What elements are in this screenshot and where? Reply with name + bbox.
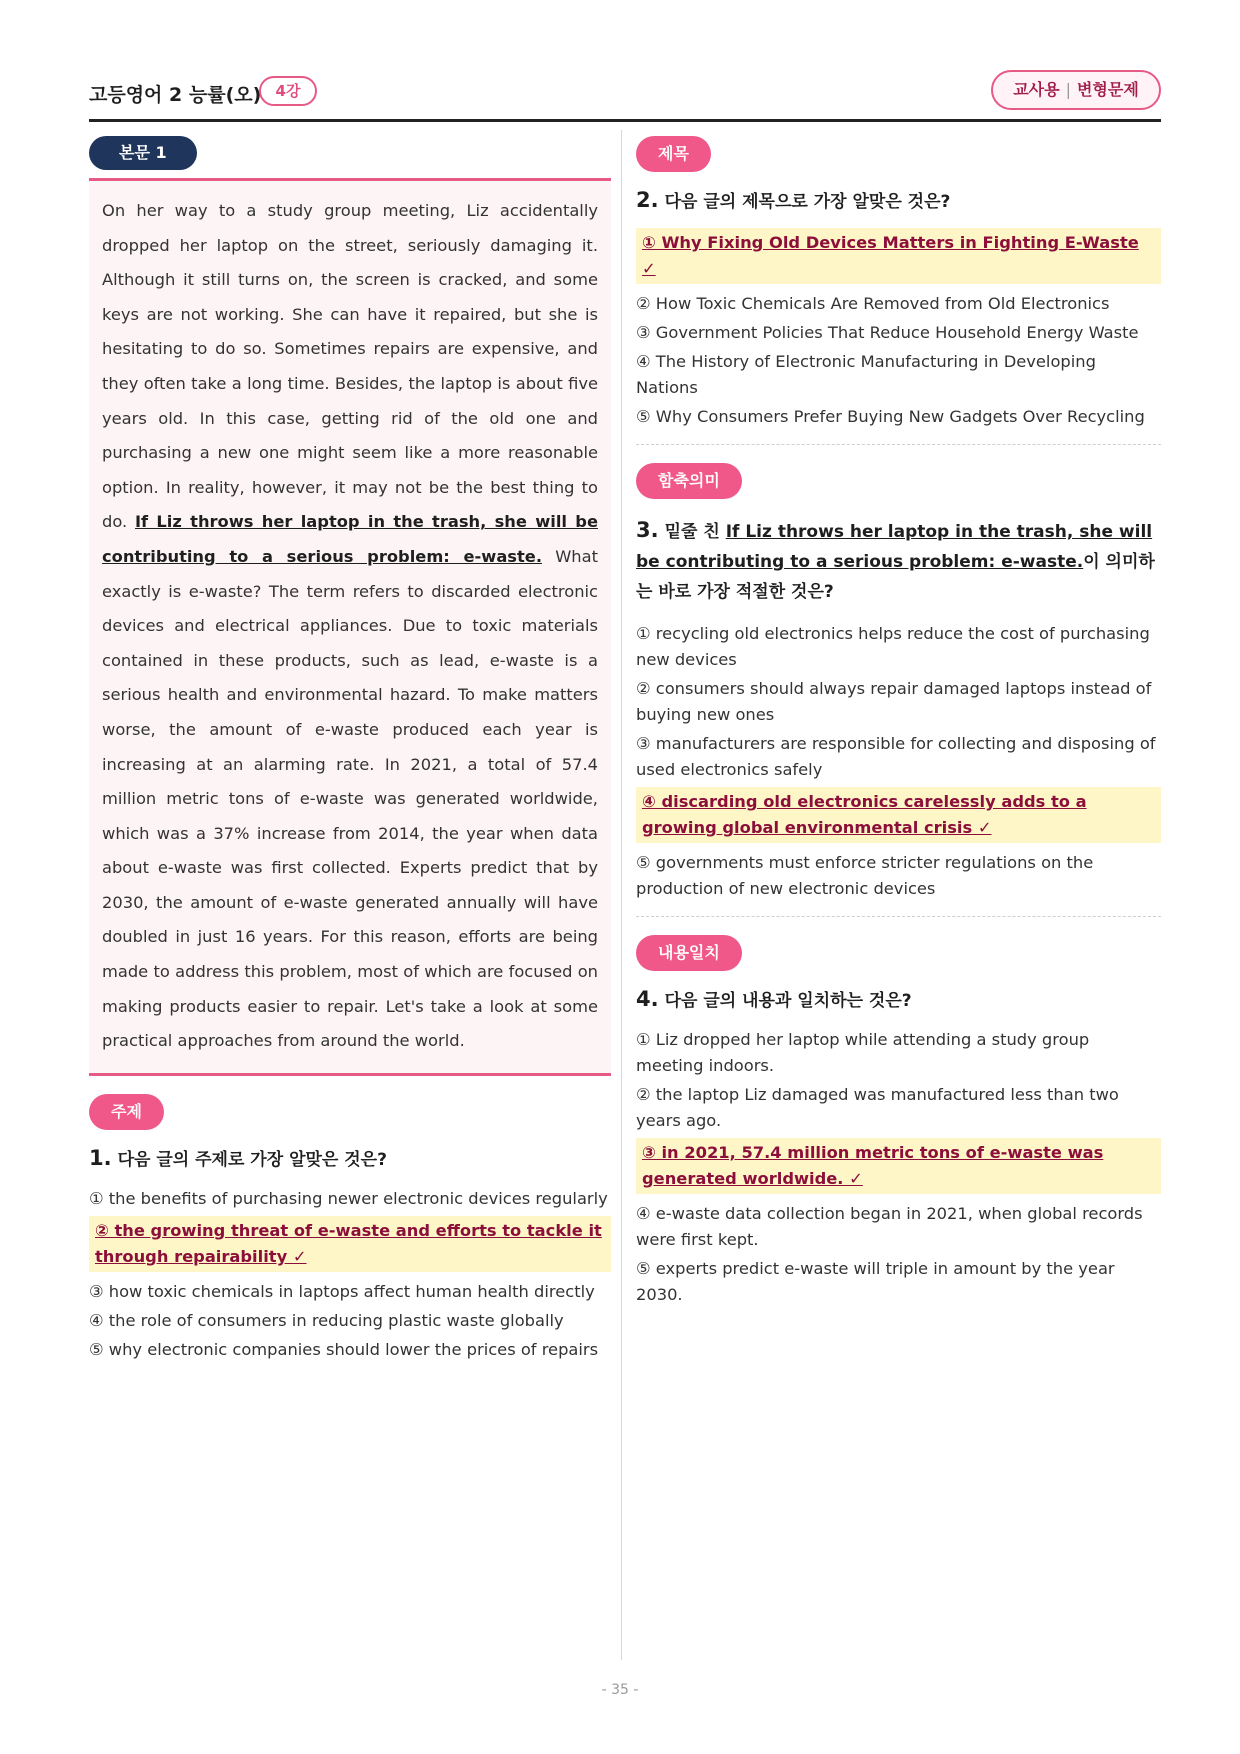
q3-option-4-correct[interactable]: ④ discarding old electronics carelessly adds to a growing global environmental crisis ✓: [636, 787, 1161, 843]
header-rule: [89, 119, 1161, 122]
passage-text: [102, 194, 598, 1059]
q4-section-label: 내용일치: [636, 935, 742, 971]
q3-section-label: 함축의미: [636, 463, 742, 499]
q4-block: [636, 935, 1161, 1308]
dashed-separator: [636, 444, 1161, 445]
q1-title: [89, 1146, 611, 1172]
passage-box: [89, 178, 611, 1076]
q1-section-label: 주제: [89, 1094, 164, 1130]
q4-option-5[interactable]: ⑤ experts predict e-waste will triple in amount by the year 2030.: [636, 1259, 1115, 1304]
q2-option-1-correct[interactable]: ① Why Fixing Old Devices Matters in Fighting E-Waste ✓: [636, 228, 1161, 284]
q2-option-4[interactable]: ④ The History of Electronic Manufacturing in Developing Nations: [636, 352, 1096, 397]
page-number: - 35 -: [601, 1682, 639, 1698]
q1-option-1[interactable]: ① the benefits of purchasing newer electronic devices regularly: [89, 1188, 608, 1208]
q1-option-2-correct[interactable]: ② the growing threat of e-waste and efforts to tackle it through repairability ✓: [89, 1216, 611, 1272]
q2-block: [636, 136, 1161, 430]
q3-block: [636, 463, 1161, 902]
passage-text-after: What exactly is e-waste? The term refers to discarded electronic devices and electrical appliances. Due to toxic materials contained in these products, such as lead, e-waste is a serious health and environmental hazard. To make matters worse, the amount of e-waste produced each year is increasing at an alarming rate. In 2021, a total of 57.4 million metric tons of e-waste was generated worldwide, which was a 37% increase from 2014, the year when data about e-waste was first collected. Experts predict that by 2030, the amount of e-waste generated annually will have doubled in just 16 years. For this reason, efforts are being made to address this problem, most of which are focused on making products easier to repair. Let's take a look at some practical approaches from around the world.: [102, 546, 598, 1051]
book-title: 고등영어 2 능률(오): [89, 84, 262, 106]
q3-prompt-suffix: 이 의미하는 바로 가장 적절한 것은?: [636, 552, 1155, 602]
q2-number: 2.: [636, 188, 659, 212]
badge-separator: |: [1065, 80, 1071, 99]
q2-option-2[interactable]: ② How Toxic Chemicals Are Removed from Old Electronics: [636, 294, 1110, 313]
q4-options: [636, 1027, 1161, 1308]
teacher-label: 교사용: [1013, 80, 1060, 99]
q3-option-5[interactable]: ⑤ governments must enforce stricter regulations on the production of new electronic devices: [636, 853, 1094, 898]
q3-prompt-underlined: If Liz throws her laptop in the trash, she will be contributing to a serious problem: e-waste.: [636, 522, 1153, 572]
q1-option-5[interactable]: ⑤ why electronic companies should lower the prices of repairs: [89, 1339, 599, 1359]
lesson-badge: 4강: [259, 76, 317, 106]
column-divider: [621, 130, 622, 1660]
q4-number: 4.: [636, 987, 659, 1011]
q2-title: [636, 188, 1161, 214]
q1-options: [89, 1186, 611, 1363]
q1-number: 1.: [89, 1145, 112, 1170]
q3-title: [636, 515, 1161, 607]
q4-option-2[interactable]: ② the laptop Liz damaged was manufactured less than two years ago.: [636, 1085, 1119, 1130]
q4-option-3-correct[interactable]: ③ in 2021, 57.4 million metric tons of e-waste was generated worldwide. ✓: [636, 1138, 1161, 1194]
q2-option-5[interactable]: ⑤ Why Consumers Prefer Buying New Gadgets Over Recycling: [636, 407, 1145, 426]
q4-option-4[interactable]: ④ e-waste data collection began in 2021, when global records were first kept.: [636, 1204, 1143, 1249]
q4-option-1[interactable]: ① Liz dropped her laptop while attending a study group meeting indoors.: [636, 1030, 1090, 1075]
q4-title: [636, 987, 1161, 1013]
q3-option-1[interactable]: ① recycling old electronics helps reduce the cost of purchasing new devices: [636, 624, 1150, 669]
page-header: [89, 66, 1161, 120]
q2-options: [636, 228, 1161, 430]
right-column: [636, 136, 1161, 1311]
q3-option-2[interactable]: ② consumers should always repair damaged laptops instead of buying new ones: [636, 679, 1152, 724]
q2-section-label: 제목: [636, 136, 711, 172]
q2-option-3[interactable]: ③ Government Policies That Reduce Household Energy Waste: [636, 323, 1139, 342]
q1-block: [89, 1094, 611, 1363]
type-label: 변형문제: [1076, 80, 1139, 99]
q3-options: [636, 621, 1161, 902]
q3-option-3[interactable]: ③ manufacturers are responsible for collecting and disposing of used electronics safely: [636, 734, 1156, 779]
passage-section-label: 본문 1: [89, 136, 197, 170]
q1-option-4[interactable]: ④ the role of consumers in reducing plastic waste globally: [89, 1310, 564, 1330]
left-column: [89, 136, 611, 1366]
q1-prompt: 다음 글의 주제로 가장 알맞은 것은?: [117, 1149, 387, 1170]
q2-prompt: 다음 글의 제목으로 가장 알맞은 것은?: [664, 192, 951, 212]
teacher-badge: [991, 70, 1161, 110]
passage-text-before: On her way to a study group meeting, Liz accidentally dropped her laptop on the street, seriously damaging it. Although it still turns on, the screen is cracked, and some keys are not working. She can have it repaired, but she is hesitating to do so. Sometimes repairs are expensive, and they often take a long time. Besides, the laptop is about five years old. In this case, getting rid of the old one and purchasing a new one might seem like a more reasonable option. In reality, however, it may not be the best thing to do.: [102, 201, 598, 532]
q4-prompt: 다음 글의 내용과 일치하는 것은?: [664, 991, 912, 1011]
q1-option-3[interactable]: ③ how toxic chemicals in laptops affect human health directly: [89, 1281, 595, 1301]
q3-number: 3.: [636, 518, 659, 542]
dashed-separator: [636, 916, 1161, 917]
q3-prompt-prefix: 밑줄 친: [664, 522, 726, 542]
passage-underlined-sentence: If Liz throws her laptop in the trash, she will be contributing to a serious problem: e-waste.: [102, 512, 598, 566]
